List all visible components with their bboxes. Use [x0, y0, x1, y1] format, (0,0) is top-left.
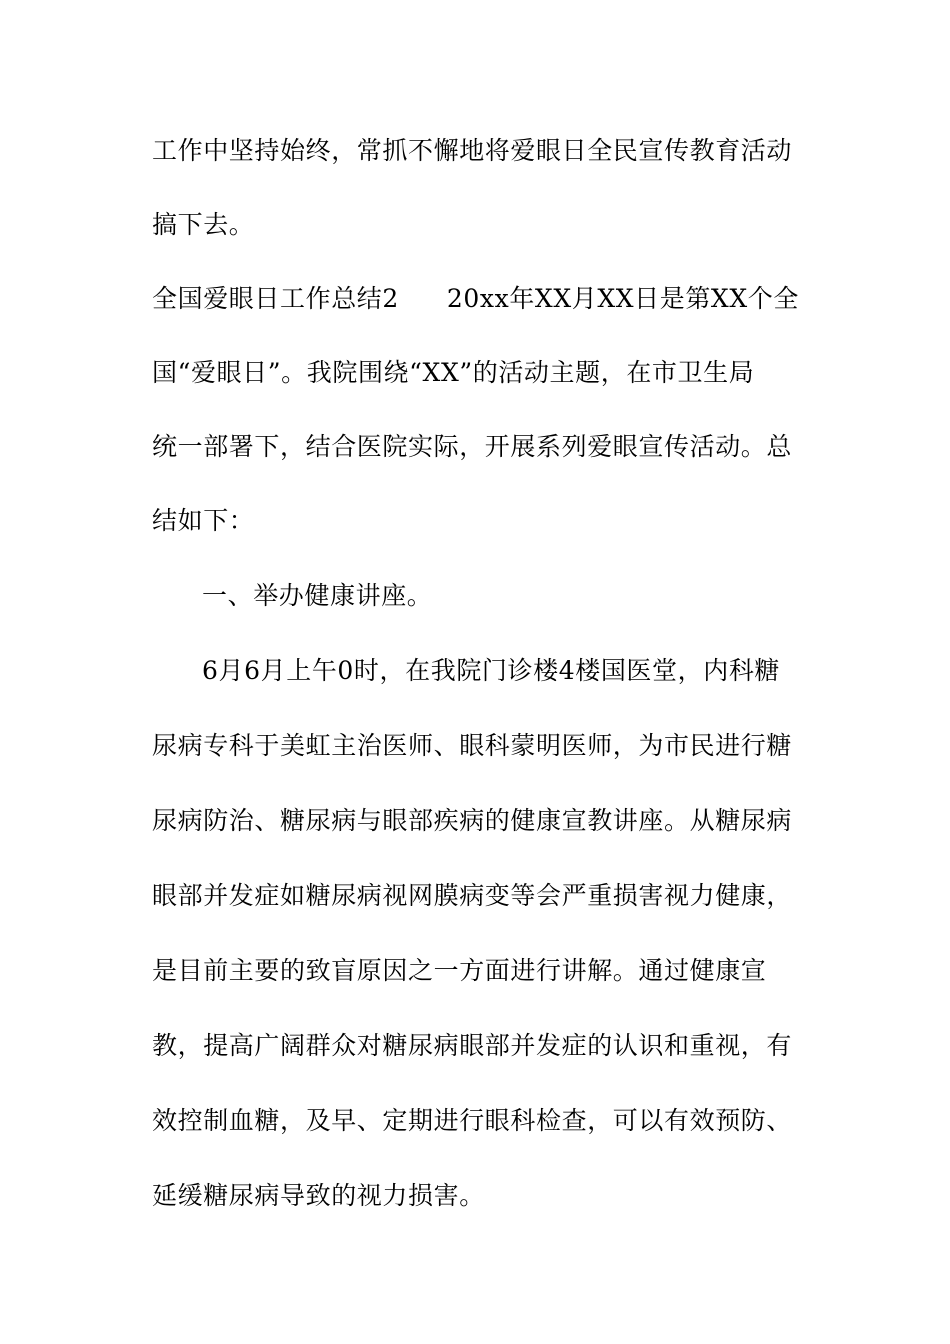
- text-line: 尿病专科于美虹主治医师、眼科蒙明医师，为市民进行糖: [152, 731, 793, 760]
- text-line: 6月6月上午0时，在我院门诊楼4楼国医堂，内科糖: [202, 656, 781, 685]
- text-line: 延缓糖尿病导致的视力损害。: [152, 1181, 485, 1210]
- text-line: 搞下去。: [152, 210, 255, 239]
- text-line: 统一部署下，结合医院实际，开展系列爱眼宣传活动。总: [152, 432, 793, 461]
- subsection-title: 一、举办健康讲座。: [202, 581, 433, 610]
- text-line: 效控制血糖，及早、定期进行眼科检查，可以有效预防、: [152, 1106, 793, 1135]
- text-line: 国“爱眼日”。我院围绕“XX”的活动主题，在市卫生局: [152, 358, 755, 387]
- text-line-heading: [152, 284, 799, 314]
- paragraph-start: 20xx年XX月XX日是第XX个全: [446, 284, 799, 313]
- text-line: 工作中坚持始终，常抓不懈地将爱眼日全民宣传教育活动: [152, 136, 793, 165]
- text-line: 眼部并发症如糖尿病视网膜病变等会严重损害视力健康，: [152, 881, 793, 910]
- text-line: 教，提高广阔群众对糖尿病眼部并发症的认识和重视，有: [152, 1031, 793, 1060]
- text-line: 是目前主要的致盲原因之一方面进行讲解。通过健康宣: [152, 956, 767, 985]
- section-heading: 全国爱眼日工作总结2: [152, 284, 399, 313]
- text-line: 尿病防治、糖尿病与眼部疾病的健康宣教讲座。从糖尿病: [152, 806, 793, 835]
- text-line: 结如下：: [152, 506, 255, 535]
